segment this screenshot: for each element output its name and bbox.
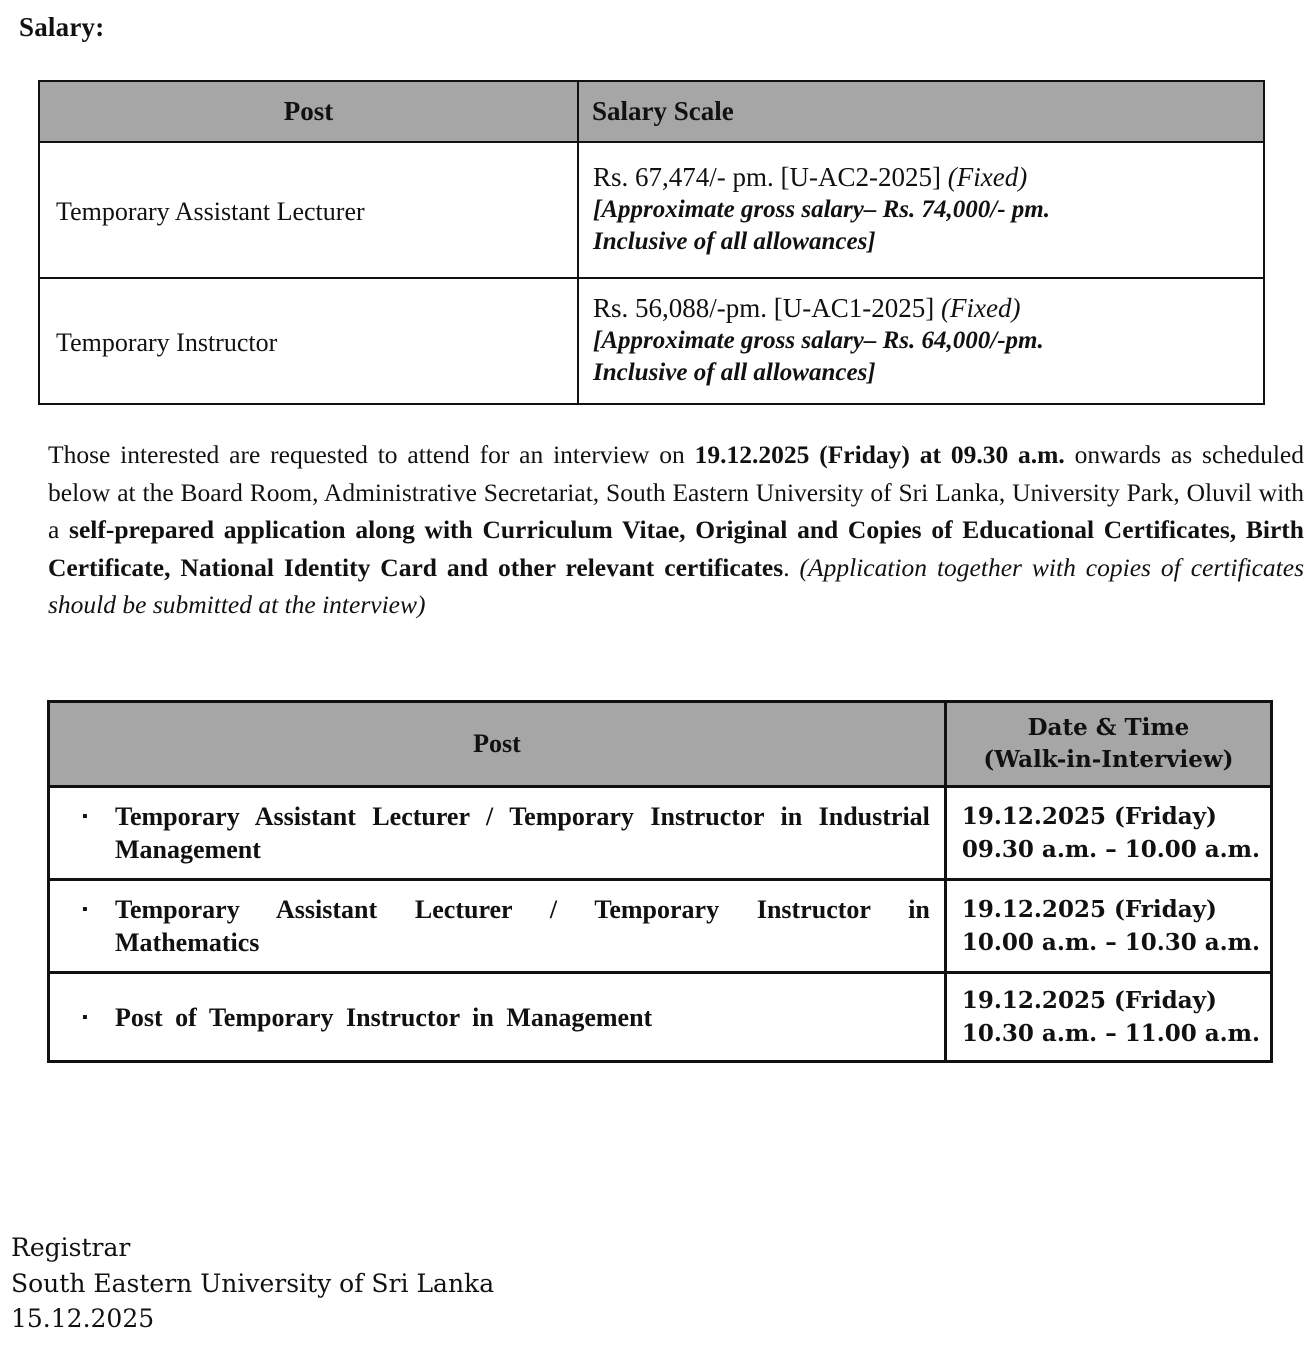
salary-scale-main <box>593 291 1251 325</box>
square-bullet-icon: ▪ <box>82 901 88 918</box>
salary-post: Temporary Instructor <box>39 278 578 404</box>
required-documents: self-prepared application along with Curriculum Vitae, Original and Copies of Educational Certificates, Birth Certificate, National Identity Card and other relevant certificates <box>48 515 1304 582</box>
interview-notice-paragraph <box>48 436 1304 624</box>
interview-post-text: Post of Temporary Instructor in Management <box>115 1002 653 1032</box>
notice-text: onwards as scheduled below at the Board Room, Administrative Secretariat, South Eastern University of Sri Lanka, University Park, Oluvil with a <box>48 440 1304 544</box>
header-line: (Walk-in-Interview) <box>983 746 1234 773</box>
interview-datetime-cell <box>945 880 1271 973</box>
salary-scale-amount: Rs. 56,088/-pm. [U-AC1-2025] <box>593 293 941 323</box>
interview-row <box>49 973 1272 1062</box>
notice-text: Those interested are requested to attend for an interview on <box>48 440 695 469</box>
salary-row <box>39 278 1264 404</box>
interview-datetime-cell <box>945 787 1271 880</box>
signature-date: 15.12.2025 <box>11 1304 155 1333</box>
salary-gross-note: [Approximate gross salary– Rs. 74,000/- pm. <box>593 196 1050 223</box>
salary-allowance-note: Inclusive of all allowances] <box>593 228 876 255</box>
interview-time: 10.00 a.m. – 10.30 a.m. <box>961 929 1260 956</box>
signatory-organization: South Eastern University of Sri Lanka <box>11 1268 495 1298</box>
interview-post-text: Temporary Assistant Lecturer / Temporary Instructor in Mathematics <box>115 895 930 957</box>
header-line: Date & Time <box>1027 714 1190 741</box>
interview-date: 19.12.2025 (Friday) <box>961 803 1217 830</box>
salary-scale-main <box>593 160 1251 194</box>
signature-block <box>11 1230 494 1337</box>
salary-header-scale: Salary Scale <box>578 81 1264 142</box>
salary-row <box>39 142 1264 278</box>
interview-row <box>49 787 1272 880</box>
square-bullet-icon: ▪ <box>82 1008 88 1026</box>
notice-text: . <box>783 552 800 582</box>
interview-date: 19.12.2025 (Friday) <box>961 987 1217 1014</box>
interview-header-datetime <box>945 702 1271 787</box>
square-bullet-icon: ▪ <box>82 808 88 825</box>
salary-header-post: Post <box>39 81 578 142</box>
interview-datetime: 19.12.2025 (Friday) at 09.30 a.m. <box>694 440 1065 469</box>
submission-note: (Application together with copies of certificates should be submitted at the interview) <box>48 552 1305 619</box>
salary-heading: Salary: <box>19 12 105 42</box>
salary-post: Temporary Assistant Lecturer <box>39 142 578 278</box>
salary-table-header <box>39 81 1264 142</box>
salary-table <box>38 80 1265 405</box>
interview-post <box>49 787 946 880</box>
interview-post <box>49 880 946 973</box>
interview-post-text: Temporary Assistant Lecturer / Temporary Instructor in Industrial Management <box>115 802 930 864</box>
interview-post <box>49 973 946 1062</box>
salary-gross-note: [Approximate gross salary– Rs. 64,000/-pm. <box>593 327 1044 354</box>
interview-time: 10.30 a.m. – 11.00 a.m. <box>961 1020 1260 1047</box>
interview-schedule-table <box>47 700 1273 1063</box>
signatory-title: Registrar <box>11 1233 131 1262</box>
salary-scale-fixed: (Fixed) <box>940 293 1021 323</box>
salary-scale-amount: Rs. 67,474/- pm. [U-AC2-2025] <box>593 162 948 192</box>
salary-scale <box>578 278 1264 404</box>
interview-row <box>49 880 1272 973</box>
salary-scale <box>578 142 1264 278</box>
salary-scale-fixed: (Fixed) <box>947 162 1028 192</box>
interview-time: 09.30 a.m. – 10.00 a.m. <box>961 836 1260 863</box>
salary-allowance-note: Inclusive of all allowances] <box>593 359 876 386</box>
interview-datetime-cell <box>945 973 1271 1062</box>
interview-table-header <box>49 702 1272 787</box>
interview-date: 19.12.2025 (Friday) <box>961 896 1217 923</box>
interview-header-post: Post <box>49 702 946 787</box>
